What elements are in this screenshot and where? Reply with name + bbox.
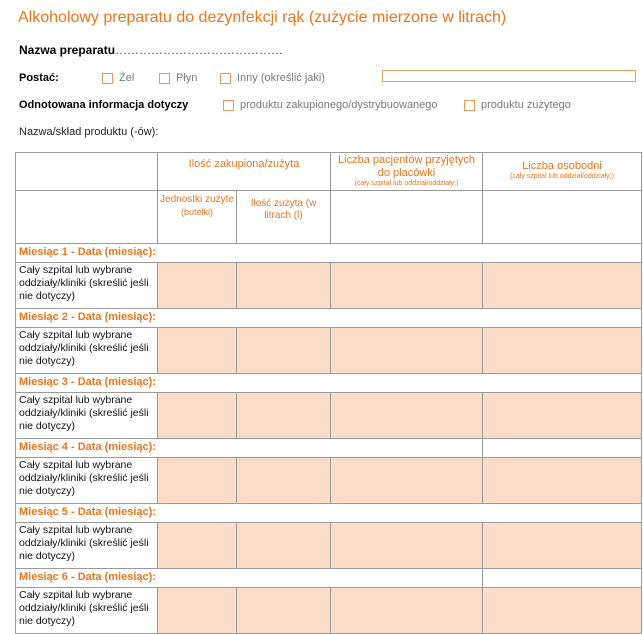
liters-cell[interactable] [237,328,331,374]
header-row [16,153,642,191]
units-cell[interactable] [158,328,237,374]
info-label: Odnotowana informacja dotyczy [19,99,189,111]
month-label: Miesiąc 2 - Data (miesiąc): [16,309,642,328]
form-option-gel[interactable] [102,72,134,84]
scope-label: Cały szpital lub wybrane oddziały/kliniki (skreślić jeśli nie dotyczy) [16,458,158,504]
used-label: produktu zużytego [481,99,571,111]
purchased-checkbox[interactable] [223,100,234,111]
subheader-patients-empty [331,191,483,244]
scope-label: Cały szpital lub wybrane oddziały/kliniki (skreślić jeśli nie dotyczy) [16,328,158,374]
units-cell[interactable] [158,263,237,309]
subheader-days-empty [483,191,642,244]
patients-cell[interactable] [331,328,483,374]
liquid-checkbox[interactable] [159,73,170,84]
other-form-input[interactable] [382,70,636,82]
patient-days-cell[interactable] [483,588,642,634]
patient-days-cell[interactable] [483,328,642,374]
patient-days-cell[interactable] [483,458,642,504]
data-row-3 [16,393,642,439]
data-row-5 [16,523,642,569]
product-name-label: Nazwa preparatu [19,43,116,57]
liters-cell[interactable] [237,523,331,569]
patients-cell[interactable] [331,523,483,569]
data-row-4 [16,458,642,504]
form-row [19,72,59,84]
patients-cell[interactable] [331,588,483,634]
month-label: Miesiąc 5 - Data (miesiąc): [16,504,642,523]
units-cell[interactable] [158,588,237,634]
composition-label: Nazwa/skład produktu (-ów): [19,126,159,138]
month-label: Miesiąc 4 - Data (miesiąc): [16,439,483,458]
scope-label: Cały szpital lub wybrane oddziały/kliniki (skreślić jeśli nie dotyczy) [16,393,158,439]
patient-days-cell[interactable] [483,523,642,569]
month-label: Miesiąc 1 - Data (miesiąc): [16,244,642,263]
other-checkbox[interactable] [220,73,231,84]
scope-label: Cały szpital lub wybrane oddziały/kliniki (skreślić jeśli nie dotyczy) [16,263,158,309]
month-row-4 [16,439,642,458]
data-row-2 [16,328,642,374]
subheader-units-note: (butelki) [180,207,213,217]
header-patients [331,153,483,191]
month-empty-cell [483,569,642,588]
info-option-used[interactable] [464,99,571,111]
data-row-6 [16,588,642,634]
subheader-empty-cell [16,191,158,244]
month-row-5 [16,504,642,523]
info-row [19,99,188,111]
product-name-field[interactable]: …………………………………… [115,43,284,57]
header-days-note: (cały szpital lub oddział/oddziały;) [510,173,614,180]
form-option-liquid[interactable] [159,72,197,84]
liquid-label: Płyn [176,72,198,84]
units-cell[interactable] [158,523,237,569]
liters-cell[interactable] [237,458,331,504]
header-days [483,153,642,191]
subheader-units-title: Jednostki zużyte [160,194,234,205]
used-checkbox[interactable] [464,100,475,111]
scope-label: Cały szpital lub wybrane oddziały/kliniki (skreślić jeśli nie dotyczy) [16,588,158,634]
patients-cell[interactable] [331,393,483,439]
patients-cell[interactable] [331,458,483,504]
month-empty-cell [483,439,642,458]
gel-checkbox[interactable] [102,73,113,84]
other-label: Inny (określić jaki) [237,72,326,84]
month-row-6 [16,569,642,588]
product-name-row [19,43,283,57]
subheader-row [16,191,642,244]
form-option-other[interactable] [220,72,325,84]
header-empty-cell [16,153,158,191]
consumption-table [15,152,642,634]
month-row-3 [16,374,642,393]
header-days-title: Liczba osobodni [522,160,602,172]
subheader-units [158,191,237,244]
purchased-label: produktu zakupionego/dystrybuowanego [240,99,438,111]
liters-cell[interactable] [237,263,331,309]
header-patients-note: (cały szpital lub oddział/oddziały;) [354,180,459,187]
patients-cell[interactable] [331,263,483,309]
month-row-1 [16,244,642,263]
units-cell[interactable] [158,458,237,504]
header-patients-title: Liczba pacjentów przyjętych do placówki [338,154,475,179]
scope-label: Cały szpital lub wybrane oddziały/kliniki (skreślić jeśli nie dotyczy) [16,523,158,569]
liters-cell[interactable] [237,588,331,634]
patient-days-cell[interactable] [483,393,642,439]
info-option-purchased[interactable] [223,99,438,111]
month-label: Miesiąc 3 - Data (miesiąc): [16,374,642,393]
month-row-2 [16,309,642,328]
header-amount: Ilość zakupiona/zużyta [158,153,331,191]
patient-days-cell[interactable] [483,263,642,309]
page-title: Alkoholowy preparatu do dezynfekcji rąk (zużycie mierzone w litrach) [18,9,507,26]
month-label: Miesiąc 6 - Data (miesiąc): [16,569,483,588]
units-cell[interactable] [158,393,237,439]
liters-cell[interactable] [237,393,331,439]
subheader-liters: Ilość zużyta (w litrach (l) [237,191,331,244]
gel-label: Żel [119,72,135,84]
form-label: Postać: [19,72,59,84]
data-row-1 [16,263,642,309]
